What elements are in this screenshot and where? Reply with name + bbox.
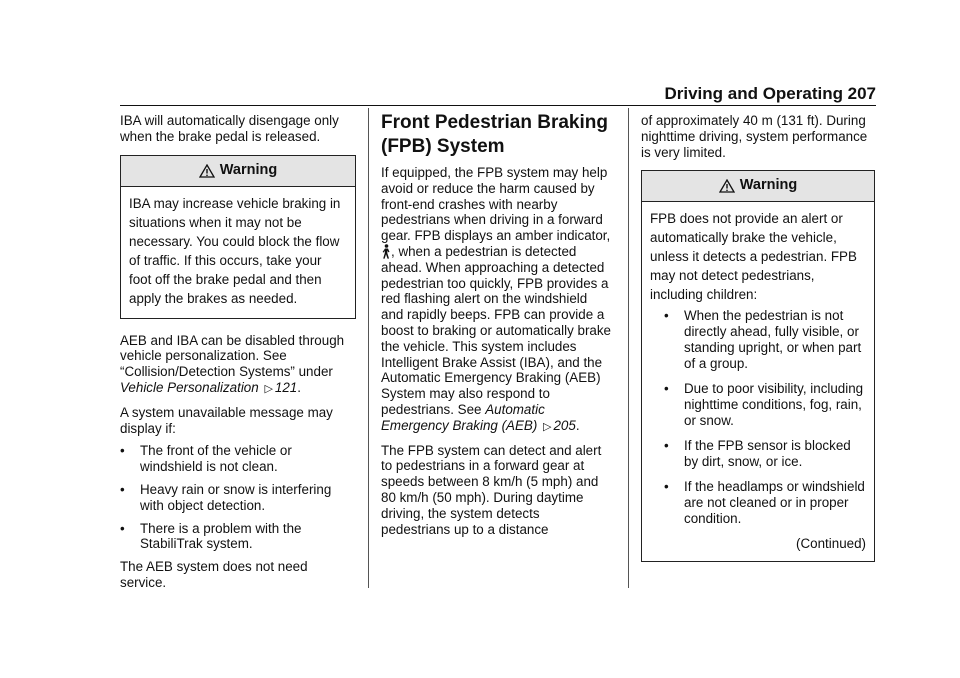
pedestrian-indicator-icon <box>381 244 391 259</box>
column-divider <box>368 108 369 588</box>
paragraph: AEB and IBA can be disabled through vehicle personalization. See “Collision/Detection Systems” under Vehicle Personalization ▷ 121. <box>120 332 345 395</box>
warning-body <box>642 202 874 561</box>
warning-header <box>642 171 874 202</box>
warning-triangle-icon <box>199 164 215 178</box>
warning-text: IBA may increase vehicle braking in situations when it may not be necessary. You could block the flow of traffic. If this occurs, take your foot off the brake pedal and then apply the brakes as needed. <box>129 195 341 306</box>
list-item <box>650 479 866 527</box>
list-item-text: Heavy rain or snow is interfering with object detection. <box>140 481 332 513</box>
warning-body <box>121 187 355 318</box>
bullet-marker: • <box>664 479 669 495</box>
cross-reference-link[interactable]: Vehicle Personalization <box>120 379 259 395</box>
column-2 <box>381 113 611 544</box>
paragraph-text: , when a pedestrian is detected ahead. When approaching a detected pedestrian too quickly, FPB provides a red flashing alert on the windshield and rapidly beeps. FPB can provide a boost to braking or automatically brake the vehicle. This system includes Intelligent Brake Assist (IBA), and the Automatic Emergency Braking (AEB) System may also respond to pedestrians. See <box>381 243 611 417</box>
paragraph: If equipped, the FPB system may help avoid or reduce the harm caused by front-end crashes with nearby pedestrians when driving in a forward gear. FPB displays an amber indicator, , when a pedestrian is detected ahead. When approaching a detected pedestrian too quickly, FPB provides a red flashing alert on the windshield and rapidly beeps. FPB can provide a boost to braking or automatically brake the vehicle. This system includes Intelligent Brake Assist (IBA), and the Automatic Emergency Braking (AEB) System may also respond to pedestrians. See Automatic Emergency Braking (AEB) ▷ 205. <box>381 165 611 433</box>
paragraph: IBA will automatically disengage only when the brake pedal is released. <box>120 113 339 144</box>
bullet-marker: • <box>120 443 125 459</box>
column-3 <box>641 113 875 576</box>
cross-reference-page[interactable]: 205 <box>553 417 576 433</box>
list-item-text: When the pedestrian is not directly ahead, fully visible, or standing upright, or when part of a group. <box>684 308 862 372</box>
list-item <box>650 381 866 429</box>
warning-box <box>641 170 875 562</box>
list-item-text: The front of the vehicle or windshield is not clean. <box>140 443 292 475</box>
continued-label: (Continued) <box>796 536 866 552</box>
warning-header <box>121 156 355 187</box>
list-item-text: Due to poor visibility, including nighttime conditions, fog, rain, or snow. <box>684 381 864 429</box>
list-item-text: If the headlamps or windshield are not cleaned or in proper condition. <box>684 479 865 527</box>
column-divider <box>628 108 629 588</box>
bullet-marker: • <box>664 438 669 454</box>
paragraph-text: If equipped, the FPB system may help avoid or reduce the harm caused by front-end crashes with nearby pedestrians when driving in a forward gear. FPB displays an amber indicator, <box>381 165 611 244</box>
list-item <box>120 521 356 553</box>
cross-reference-link[interactable]: Automatic Emergency Braking (AEB) <box>381 401 545 433</box>
page-reference-arrow-icon: ▷ <box>264 382 273 395</box>
bullet-list <box>650 308 866 527</box>
list-item <box>120 443 356 475</box>
list-item-text: There is a problem with the StabiliTrak system. <box>140 520 302 552</box>
page-header <box>0 84 960 108</box>
paragraph-text: AEB and IBA can be disabled through vehicle personalization. See “Collision/Detection Systems” under <box>120 332 345 380</box>
section-title: Front Pedestrian Braking (FPB) System <box>381 112 608 157</box>
list-item <box>650 308 866 372</box>
section-heading: Driving and Operating <box>664 84 843 103</box>
bullet-marker: • <box>120 520 125 536</box>
page-reference-arrow-icon: ▷ <box>543 420 552 433</box>
paragraph: A system unavailable message may display if: <box>120 404 333 436</box>
paragraph: The AEB system does not need service. <box>120 559 308 590</box>
warning-triangle-icon <box>719 179 735 193</box>
bullet-marker: • <box>120 481 125 497</box>
list-item <box>650 438 866 470</box>
bullet-marker: • <box>664 381 669 397</box>
bullet-list <box>120 443 356 552</box>
cross-reference-page[interactable]: 121 <box>274 379 298 395</box>
paragraph: The FPB system can detect and alert to pedestrians in a forward gear at speeds between 8 km/h (5 mph) and 80 km/h (50 mph). During daytime driving, the system detects pedestrians up to a distance <box>381 442 602 537</box>
warning-title: Warning <box>219 161 278 178</box>
paragraph: of approximately 40 m (131 ft). During nighttime driving, system performance is very limited. <box>641 113 868 160</box>
column-1 <box>120 113 356 598</box>
page-number: 207 <box>847 84 876 103</box>
list-item-text: If the FPB sensor is blocked by dirt, snow, or ice. <box>684 438 851 470</box>
bullet-marker: • <box>664 308 669 324</box>
list-item <box>120 482 356 514</box>
header-rule <box>120 105 876 106</box>
warning-title: Warning <box>739 177 798 194</box>
warning-box <box>120 155 356 319</box>
warning-text: FPB does not provide an alert or automatically brake the vehicle, unless it detects a pedestrian. FPB may not detect pedestrians, including children: <box>650 211 857 303</box>
